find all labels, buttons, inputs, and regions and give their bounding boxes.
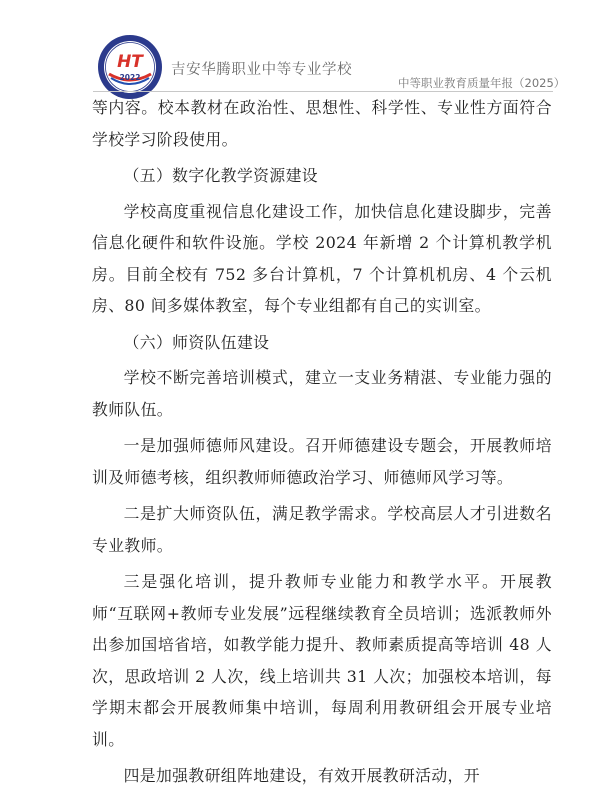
paragraph-informatization: 学校高度重视信息化建设工作，加快信息化建设脚步，完善信息化硬件和软件设施。学校 2024 年新增 2 个计算机教学机房。目前全校有 752 多台计算机，7 个计算机机房、4 个云机房、80 间多媒体教室，每个专业组都有自己的实训室。: [92, 201, 552, 315]
document-body: [92, 92, 552, 797]
section-heading-teaching-staff: （六）师资队伍建设: [123, 332, 270, 352]
paragraph-staff-overview: 学校不断完善培训模式，建立一支业务精湛、专业能力强的教师队伍。: [92, 368, 552, 419]
paragraph-training: 三是强化培训，提升教师专业能力和教学水平。开展教师“互联网+教师专业发展”远程继续教育全员培训；选派教师外出参加国培省培，如教学能力提升、教师素质提高等培训 48 人次，思政培训 2 人次，线上培训共 31 人次；加强校本培训，每学期末都会开展教师集中培训，每周利用教研组会开展专业培训。: [92, 572, 552, 749]
logo-letters: HT: [117, 52, 143, 72]
paragraph-ethics: 一是加强师德师风建设。召开师德建设专题会，开展教师培训及师德考核，组织教师师德政治学习、师德师风学习等。: [92, 436, 552, 487]
section-heading-digital-resources: （五）数字化教学资源建设: [123, 166, 318, 185]
paragraph-expand-staff: 二是扩大师资队伍，满足教学需求。学校高层人才引进数名专业教师。: [92, 504, 552, 555]
paragraph-textbooks: 等内容。校本教材在政治性、思想性、科学性、专业性方面符合学校学习阶段使用。: [92, 98, 552, 149]
report-title: 中等职业教育质量年报（2025）: [398, 76, 566, 90]
logo-year: 2022: [119, 73, 141, 82]
page-header: [0, 0, 607, 92]
paragraph-research-groups: 四是加强教研组阵地建设，有效开展教研活动，开: [123, 766, 480, 785]
school-name: 吉安华腾职业中等专业学校: [171, 62, 353, 78]
